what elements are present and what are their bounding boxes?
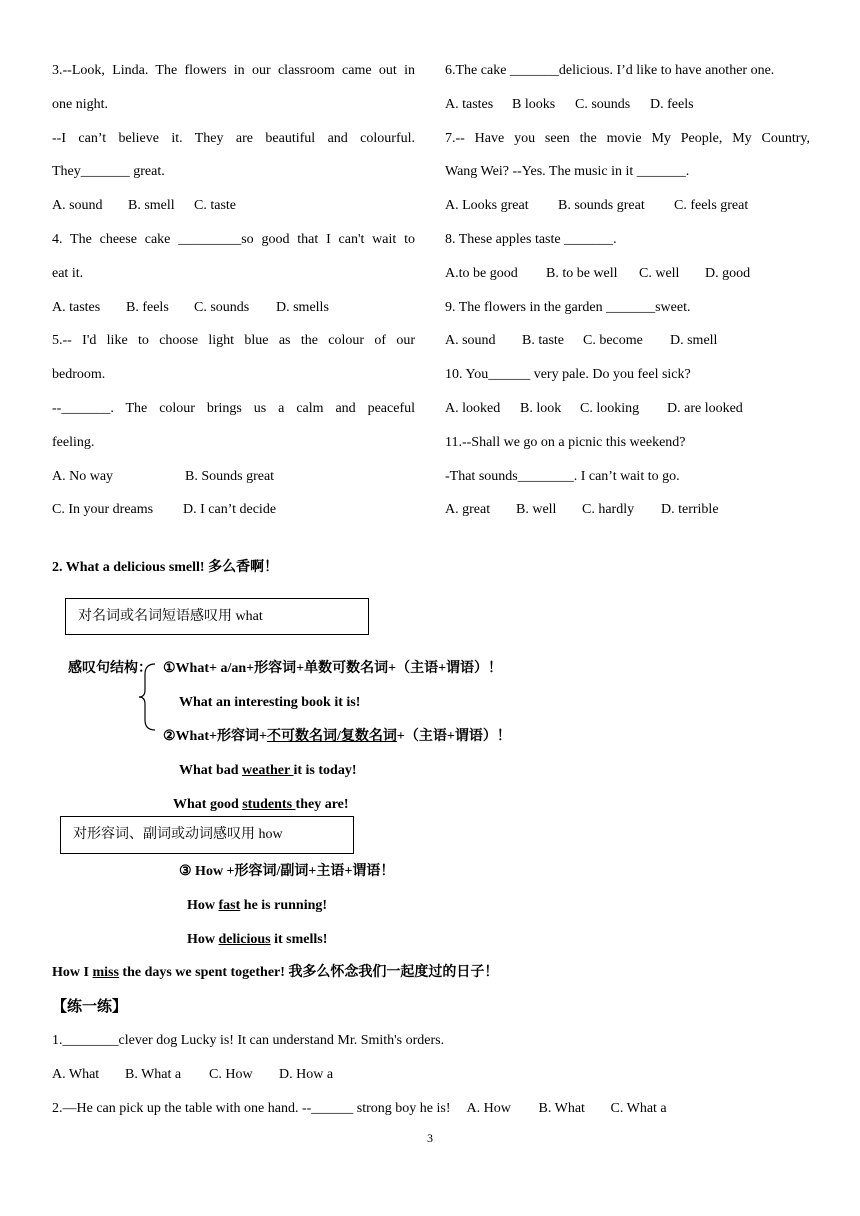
question-line: 4. The cheese cake _________so good that I can't wait to	[52, 231, 415, 247]
option-line	[52, 493, 415, 527]
option-line	[445, 392, 810, 426]
option: B. taste	[522, 333, 564, 349]
question-line: -That sounds________. I can’t wait to go.	[445, 468, 680, 484]
practice-question-1: 1.________clever dog Lucky is! It can understand Mr. Smith's orders.	[52, 1033, 445, 1048]
option: B. feels	[126, 299, 169, 315]
option: D. terrible	[661, 502, 719, 518]
option: C. What a	[610, 1101, 667, 1116]
option: A. tastes	[52, 299, 101, 315]
question-line: eat it.	[52, 265, 84, 281]
option: C. well	[639, 265, 680, 281]
option: B. to be well	[546, 265, 618, 281]
option: A. sound	[445, 333, 496, 349]
page-number: 3	[427, 1131, 433, 1145]
note-box-what: 对名词或名词短语感叹用 what	[65, 598, 369, 635]
option: D. are looked	[667, 400, 743, 416]
option: C. taste	[194, 198, 236, 214]
section-heading: 2. What a delicious smell! 多么香啊！	[52, 560, 279, 575]
option: A. How	[466, 1101, 511, 1116]
practice-options-1	[52, 1065, 333, 1085]
option: A.to be good	[445, 265, 518, 281]
rule-3: ③ How +形容词/副词+主语+谓语！	[179, 864, 395, 879]
option: A. Looks great	[445, 198, 529, 214]
question-line: Wang Wei? --Yes. The music in it _______.	[445, 164, 690, 180]
option: A. What	[52, 1067, 100, 1082]
option: B. well	[516, 502, 557, 518]
option: C. How	[209, 1067, 253, 1082]
example-4: How fast he is running!	[187, 898, 328, 913]
option: D. feels	[650, 96, 694, 112]
example-2: What bad weather it is today!	[179, 763, 357, 778]
example-1: What an interesting book it is!	[179, 695, 361, 710]
option: A. looked	[445, 400, 501, 416]
example-5: How delicious it smells!	[187, 932, 328, 947]
question-line: --I can’t believe it. They are beautiful and colourful.	[52, 130, 415, 146]
question-line: one night.	[52, 96, 108, 112]
example-6: How I miss the days we spent together! 我多么怀念我们一起度过的日子！	[52, 965, 499, 980]
question-line: 8. These apples taste _______.	[445, 231, 617, 247]
option: C. feels great	[674, 198, 749, 214]
option: A. No way	[52, 468, 114, 484]
brace-icon	[137, 662, 157, 732]
option: B. smell	[128, 198, 175, 214]
option: B. What	[538, 1101, 585, 1116]
option: D. smell	[670, 333, 718, 349]
option: B. What a	[125, 1067, 182, 1082]
option: B. sounds great	[558, 198, 645, 214]
practice-heading: 【练一练】	[52, 999, 128, 1015]
option-line	[52, 189, 415, 223]
left-column	[52, 54, 415, 527]
option: D. How a	[279, 1067, 334, 1082]
example-3: What good students they are!	[173, 797, 349, 812]
option-line	[445, 493, 810, 527]
question-line: 9. The flowers in the garden _______sweet.	[445, 299, 691, 315]
question-line: bedroom.	[52, 367, 106, 383]
option-line	[445, 189, 810, 223]
question-line: 11.--Shall we go on a picnic this weekend?	[445, 434, 686, 450]
option: A. great	[445, 502, 491, 518]
option-line	[445, 257, 810, 291]
rule-1: ①What+ a/an+形容词+单数可数名词+（主语+谓语）！	[163, 661, 503, 676]
structure-label: 感叹句结构：	[68, 661, 152, 676]
question-line: 10. You______ very pale. Do you feel sick?	[445, 367, 691, 383]
option: D. good	[705, 265, 751, 281]
option: C. In your dreams	[52, 502, 154, 518]
question-line: 5.-- I'd like to choose light blue as the colour of our	[52, 333, 415, 349]
question-line: They_______ great.	[52, 164, 165, 180]
option: B. Sounds great	[185, 468, 275, 484]
option: B looks	[512, 96, 556, 112]
option: C. hardly	[582, 502, 635, 518]
option: A. sound	[52, 198, 103, 214]
practice-question-2	[52, 1099, 667, 1119]
option: C. sounds	[194, 299, 250, 315]
option: C. sounds	[575, 96, 631, 112]
option-line	[52, 460, 415, 494]
option: D. smells	[276, 299, 329, 315]
option-line	[445, 88, 810, 122]
rule-2: ②What+形容词+不可数名词/复数名词+（主语+谓语）！	[163, 729, 511, 744]
question-line: --_______. The colour brings us a calm and peaceful	[52, 400, 415, 416]
option: A. tastes	[445, 96, 494, 112]
option: D. I can’t decide	[183, 502, 277, 518]
option-line	[445, 324, 810, 358]
question-line: feeling.	[52, 434, 95, 450]
question-line: 7.-- Have you seen the movie My People, My Country,	[445, 130, 810, 146]
option: B. look	[520, 400, 562, 416]
note-box-how: 对形容词、副词或动词感叹用 how	[60, 816, 354, 854]
option: C. looking	[580, 400, 640, 416]
question-line: 3.--Look, Linda. The flowers in our classroom came out in	[52, 63, 415, 78]
option-line	[52, 291, 415, 325]
question-text: 2.—He can pick up the table with one hand. --______ strong boy he is!	[52, 1101, 451, 1116]
option: C. become	[583, 333, 643, 349]
right-column	[445, 54, 810, 527]
question-line: 6.The cake _______delicious. I’d like to have another one.	[445, 63, 775, 78]
